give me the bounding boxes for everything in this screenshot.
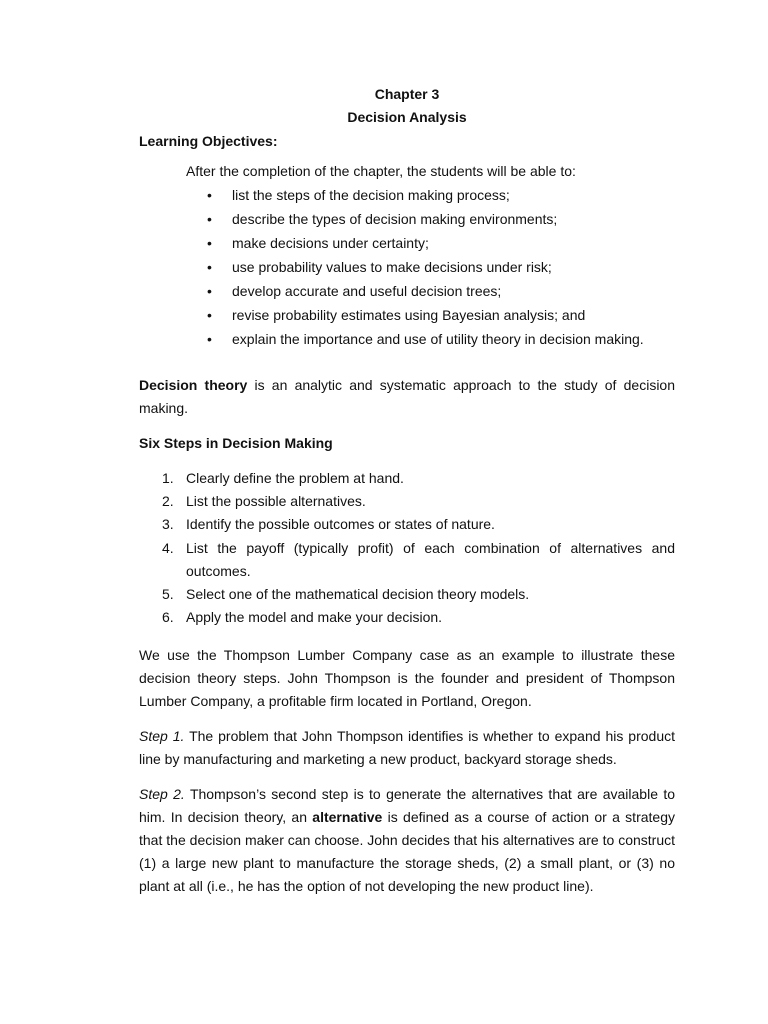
item-number: 2. [162,493,174,509]
bullet-icon: • [207,187,212,203]
item-text: Apply the model and make your decision. [186,609,443,625]
list-item-text: revise probability estimates using Bayesian analysis; and [232,307,586,323]
step1-text: The problem that John Thompson identifies is whether to expand his product [189,728,675,744]
paragraph-line [139,725,675,748]
definition-text: is an analytic and systematic approach to the study of decision [254,377,675,393]
definition-line-2: making. [139,400,189,416]
step2-label: Step 2. [139,786,185,802]
bullet-icon: • [207,331,212,347]
item-number: 4. [162,540,174,556]
list-item-text: develop accurate and useful decision trees; [232,283,502,299]
definition-line-1 [139,374,675,397]
text-segment: him. In decision theory, an [139,809,307,825]
list-item-text: list the steps of the decision making process; [232,187,510,203]
chapter-title: Decision Analysis [347,109,467,125]
list-item-text: use probability values to make decisions under risk; [232,259,552,275]
text-segment: is defined as a course of action or a strategy [387,809,675,825]
item-text: Clearly define the problem at hand. [186,470,404,486]
item-number: 6. [162,609,174,625]
item-text: Select one of the mathematical decision theory models. [186,586,530,602]
objectives-intro: After the completion of the chapter, the students will be able to: [186,163,576,179]
chapter-number: Chapter 3 [374,86,440,102]
item-number: 3. [162,516,174,532]
list-item-text: explain the importance and use of utility theory in decision making. [232,331,644,347]
alternative-term: alternative [312,809,383,825]
bullet-icon: • [207,307,212,323]
item-text: List the possible alternatives. [186,493,366,509]
paragraph-line [139,783,675,806]
step2-text: Thompson’s second step is to generate the alternatives that are available to [189,786,676,802]
definition-term: Decision theory [139,377,248,393]
bullet-icon: • [207,235,212,251]
paragraph-line [139,806,675,829]
objectives-heading: Learning Objectives: [139,133,278,149]
item-number: 1. [162,470,174,486]
item-text: List the payoff (typically profit) of each combination of alternatives and [186,540,675,556]
paragraph-line: that the decision maker can choose. John decides that his alternatives are to construct [139,832,675,848]
paragraph-line: (1) a large new plant to manufacture the storage sheds, (2) a small plant, or (3) no [139,855,675,871]
step1-label: Step 1. [139,728,185,744]
bullet-icon: • [207,259,212,275]
paragraph-line: plant at all (i.e., he has the option of not developing the new product line). [139,878,594,894]
bullet-icon: • [207,283,212,299]
paragraph-line: Lumber Company, a profitable firm located in Portland, Oregon. [139,693,532,709]
paragraph-line: decision theory steps. John Thompson is the founder and president of Thompson [139,670,675,686]
steps-heading: Six Steps in Decision Making [139,435,333,451]
list-item-text: describe the types of decision making environments; [232,211,558,227]
paragraph-line: line by manufacturing and marketing a new product, backyard storage sheds. [139,751,617,767]
paragraph-line: We use the Thompson Lumber Company case as an example to illustrate these [139,647,675,663]
list-item-text: make decisions under certainty; [232,235,429,251]
item-text: Identify the possible outcomes or states of nature. [186,516,495,532]
item-number: 5. [162,586,174,602]
item-text-continued: outcomes. [186,563,251,579]
bullet-icon: • [207,211,212,227]
